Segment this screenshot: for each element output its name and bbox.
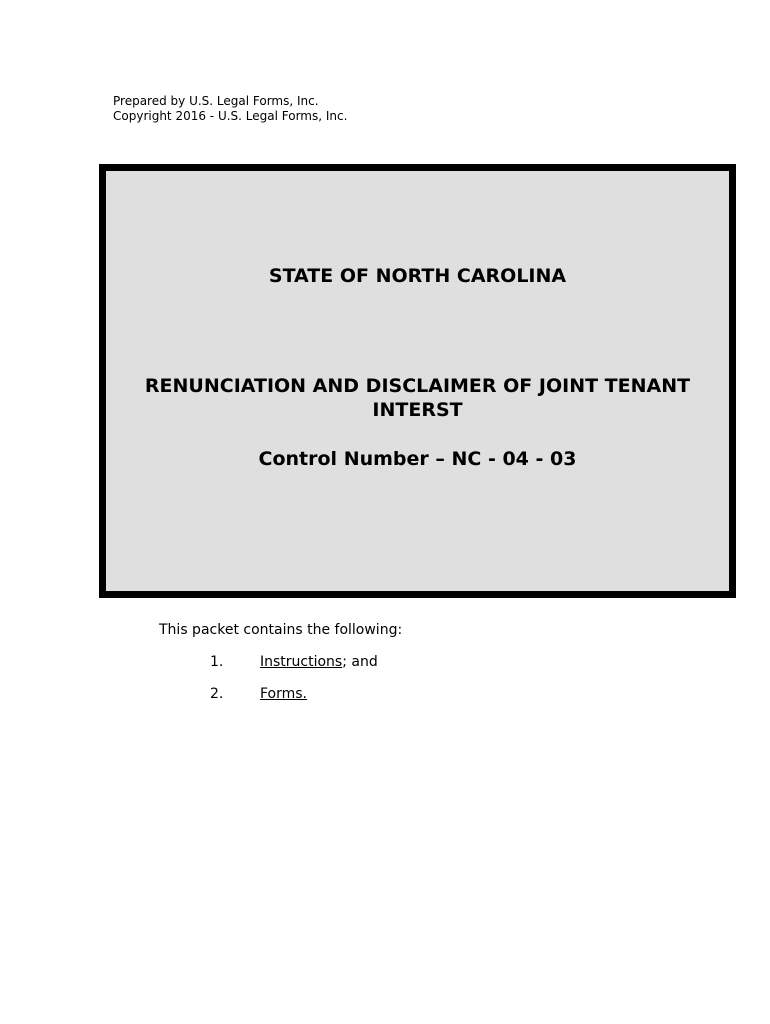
list-item-text bbox=[260, 686, 307, 703]
state-title: STATE OF NORTH CAROLINA bbox=[268, 265, 567, 287]
instructions-link[interactable]: Instructions bbox=[260, 654, 343, 670]
list-item-number: 1. bbox=[210, 654, 224, 670]
control-number: Control Number – NC - 04 - 03 bbox=[258, 448, 577, 470]
cover-box bbox=[99, 164, 736, 598]
copyright-text: Copyright 2016 - U.S. Legal Forms, Inc. bbox=[113, 109, 348, 123]
list-item-text bbox=[260, 654, 378, 671]
packet-contents-intro: This packet contains the following: bbox=[159, 622, 403, 638]
prepared-by-text: Prepared by U.S. Legal Forms, Inc. bbox=[113, 94, 319, 108]
list-item-number: 2. bbox=[210, 686, 224, 702]
forms-link[interactable]: Forms. bbox=[260, 686, 308, 702]
list-item-suffix: ; and bbox=[342, 654, 378, 670]
document-title: RENUNCIATION AND DISCLAIMER OF JOINT TENANT INTERST bbox=[144, 375, 691, 421]
prepared-by-block bbox=[113, 94, 347, 124]
